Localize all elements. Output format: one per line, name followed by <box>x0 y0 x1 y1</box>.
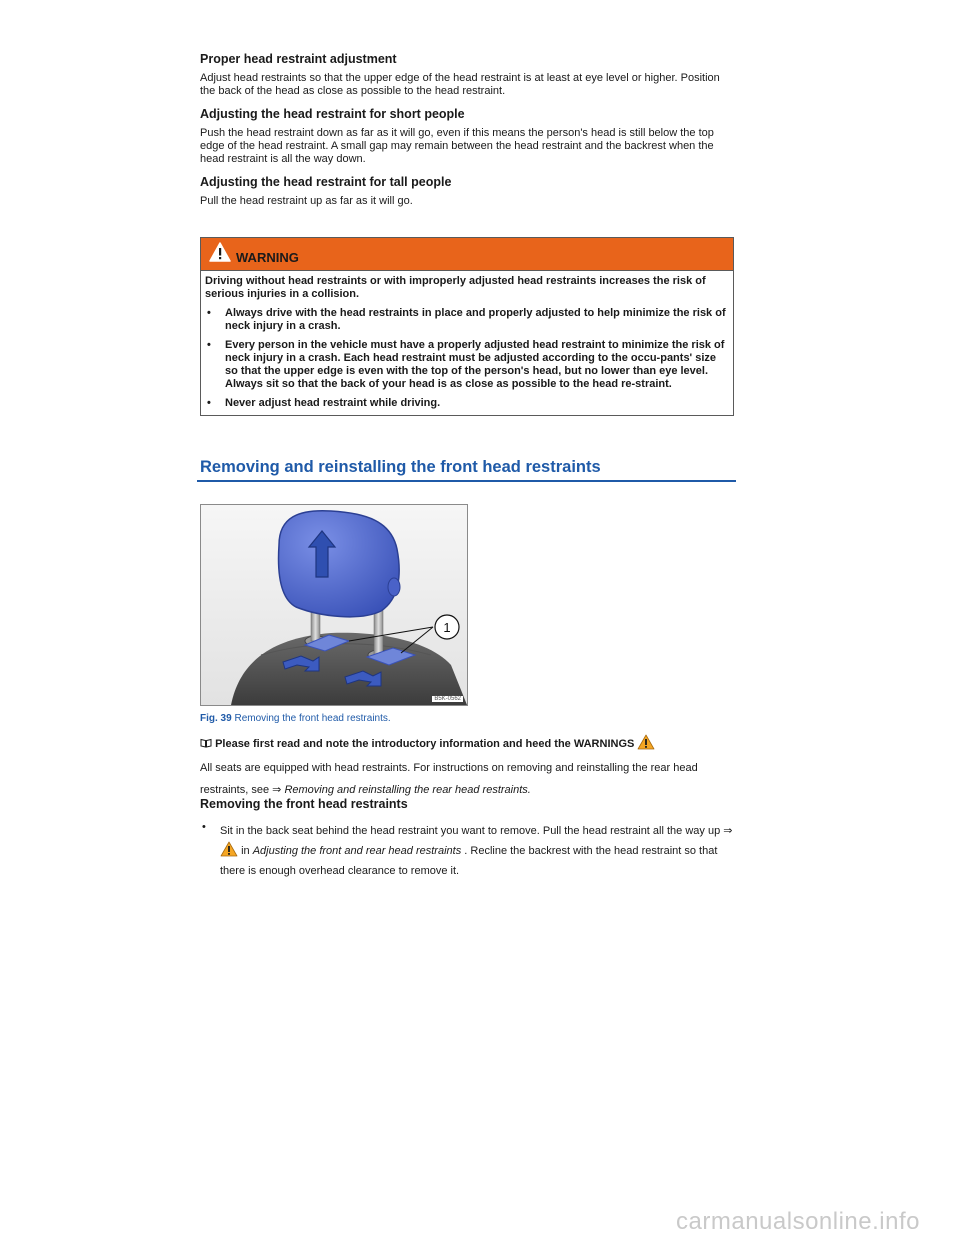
bullet-dot: • <box>207 307 211 319</box>
warning-bullet-text: Always drive with the head restraints in place and properly adjusted to help minimize the risk of neck injury in a crash. <box>225 307 726 332</box>
head-restraint-illustration <box>201 505 467 705</box>
remove-step <box>200 821 740 881</box>
warning-bullet <box>205 307 727 333</box>
warning-triangle-icon <box>637 734 655 750</box>
adjusting-restraints-link[interactable]: Adjusting the front and rear head restraints <box>252 845 462 857</box>
remove-front-heading: Removing the front head restraints <box>200 797 408 811</box>
warning-body <box>201 271 733 415</box>
in-word: in <box>241 845 250 857</box>
book-icon <box>200 738 212 748</box>
short-people-text: Push the head restraint down as far as it will go, even if this means the person's head is still below the top edge of the head restraint. A small gap may remain between the head restraint and the backrest when the head restraint is all the way down. <box>200 127 714 165</box>
seats-paragraph <box>200 757 740 801</box>
proper-adjustment-text: Adjust head restraints so that the upper edge of the head restraint is at least at eye level or higher. Position the back of the head as close as possible to the head restraint. <box>200 72 720 97</box>
warning-title: WARNING <box>236 250 299 265</box>
warning-bullet <box>205 397 727 410</box>
section-title: Removing and reinstalling the front head restraints <box>200 458 601 476</box>
remove-step-content <box>220 821 740 881</box>
link-arrow: ⇒ <box>272 784 282 796</box>
warning-bullet-text: Every person in the vehicle must have a properly adjusted head restraint to minimize the risk of neck injury in a crash. Each head restraint must be adjusted according to the occu-pants' size so that the upper edge is even with the top of the person's head, but no lower than eye level. Always sit so that the back of your head is as close as possible to the head re-straint. <box>225 339 725 390</box>
warning-box <box>200 237 734 416</box>
figure-head-restraint <box>200 504 468 706</box>
bullet-dot: • <box>207 339 211 351</box>
tall-people-heading: Adjusting the head restraint for tall people <box>200 175 452 189</box>
link-arrow: ⇒ <box>723 825 733 837</box>
bullet-dot: • <box>202 821 206 833</box>
warning-triangle-icon <box>209 242 231 262</box>
caption-label: Fig. 39 <box>200 713 232 724</box>
warning-intro: Driving without head restraints or with improperly adjusted head restraints increases the risk of serious injuries in a collision. <box>205 275 706 300</box>
callout-number: 1 <box>443 620 451 635</box>
proper-adjustment-heading: Proper head restraint adjustment <box>200 52 397 66</box>
read-first-notice <box>200 734 740 750</box>
warning-bullet-text: Never adjust head restraint while driving. <box>225 397 441 409</box>
warning-triangle-icon <box>220 841 238 857</box>
section-divider <box>197 480 736 482</box>
callout-badge <box>432 612 462 642</box>
watermark: carmanualsonline.info <box>676 1208 920 1235</box>
bullet-dot: • <box>207 397 211 409</box>
tall-people-text: Pull the head restraint up as far as it will go. <box>200 195 413 207</box>
read-first-text: Please first read and note the introductory information and heed the WARNINGS <box>215 738 635 750</box>
remove-step-text-a: Sit in the back seat behind the head restraint you want to remove. Pull the head restraint all the way up <box>220 825 721 837</box>
warning-header <box>201 238 733 271</box>
warning-bullet <box>205 339 727 391</box>
figure-caption <box>200 713 391 724</box>
remove-step-text-b: . Recline the backrest with the head restraint so that there is enough overhead clearance to remove it. <box>220 845 718 877</box>
caption-text: Removing the front head restraints. <box>234 713 391 724</box>
short-people-heading: Adjusting the head restraint for short people <box>200 107 465 121</box>
figure-code: B5K-0562 <box>434 696 461 702</box>
rear-restraints-link[interactable]: Removing and reinstalling the rear head restraints. <box>284 784 531 796</box>
page-content <box>200 52 736 217</box>
seats-paragraph-text: All seats are equipped with head restraints. For instructions on removing and reinstalling the rear head restraints, see <box>200 762 698 796</box>
